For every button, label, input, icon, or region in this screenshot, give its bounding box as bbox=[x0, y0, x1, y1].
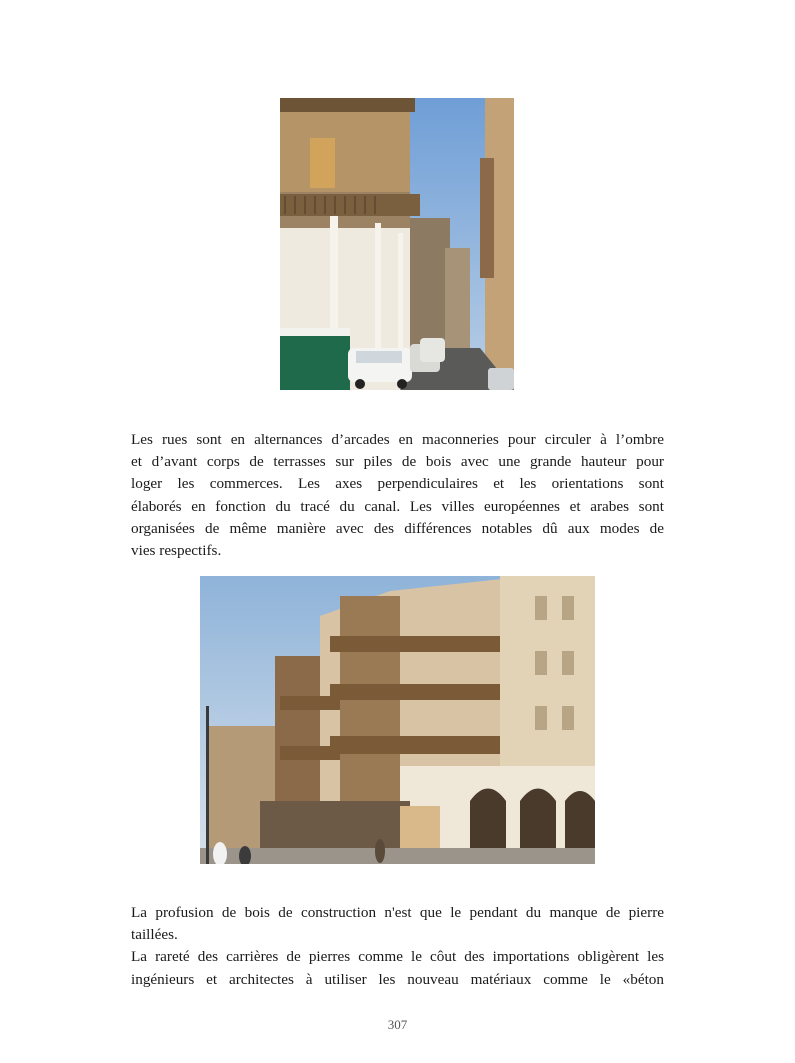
text-line: La rareté des carrières de pierres comme le côut des importations obligèrent les bbox=[131, 948, 664, 966]
text-line: ingénieurs et architectes à utiliser les nouveau matériaux comme le «béton bbox=[131, 970, 664, 988]
text-line: La profusion de bois de construction n'est que le pendant du manque de pierre bbox=[131, 904, 664, 921]
text-line: vies respectifs. bbox=[131, 542, 222, 560]
corner-building-photo bbox=[200, 576, 595, 864]
text-line: Les rues sont en alternances d’arcades en maconneries pour circuler à l’ombre bbox=[131, 431, 664, 448]
text-line: taillées. bbox=[131, 926, 178, 944]
text-line: élaborés en fonction du tracé du canal. Les villes européennes et arabes sont bbox=[131, 497, 664, 515]
text-line: loger les commerces. Les axes perpendiculaires et les orientations sont bbox=[131, 475, 664, 493]
paragraph-streets bbox=[131, 429, 664, 562]
street-balconies-photo bbox=[280, 98, 514, 390]
text-line: et d’avant corps de terrasses sur piles de bois avec une grande hauteur pour bbox=[131, 453, 664, 471]
paragraph-materials bbox=[131, 902, 664, 991]
street-balconies-image bbox=[280, 98, 514, 390]
text-line: organisées de même manière avec des différences notables dû aux modes de bbox=[131, 519, 664, 537]
page-number: 307 bbox=[387, 1017, 408, 1032]
corner-building-image bbox=[200, 576, 595, 864]
